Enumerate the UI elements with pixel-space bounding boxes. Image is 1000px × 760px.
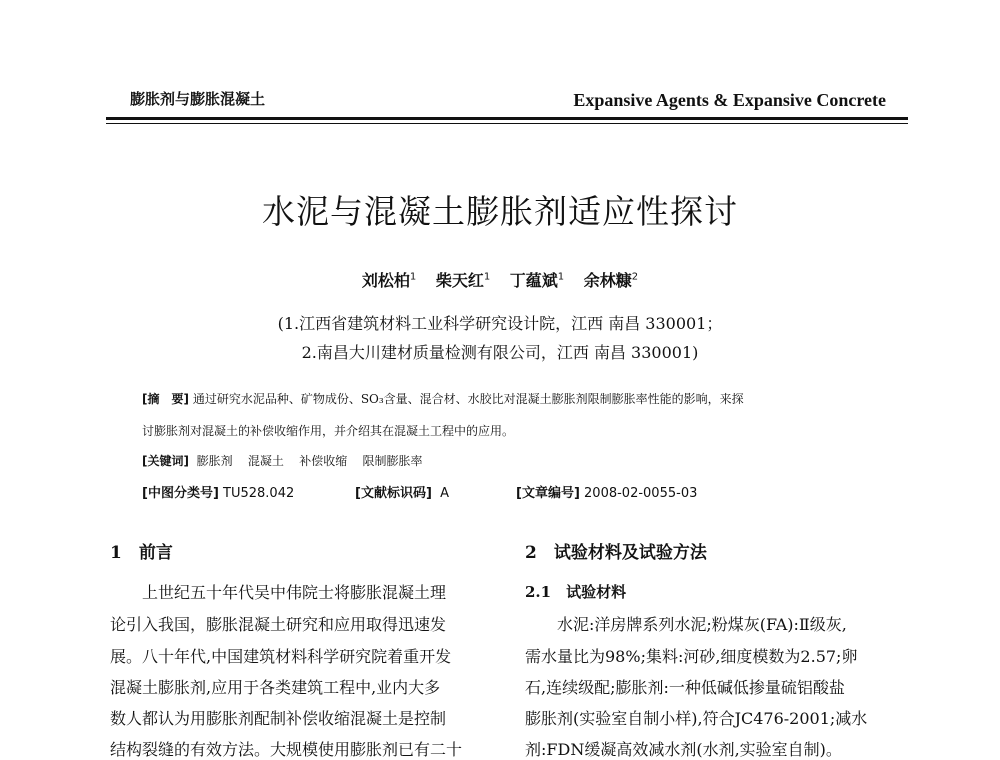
doc-value: A [440, 486, 450, 501]
author-name: 余林糠 [583, 271, 632, 290]
article-number [516, 482, 697, 501]
body-line: 论引入我国，膨胀混凝土研究和应用取得迅速发 [110, 615, 447, 634]
body-line: 结构裂缝的有效方法。大规模使用膨胀剂已有二十 [110, 740, 463, 759]
keyword: 限制膨胀率 [362, 454, 423, 468]
section-1-heading: 1 前言 [110, 543, 173, 563]
keywords-label: [关键词] [142, 454, 189, 468]
article-label: [文章编号] [516, 486, 580, 501]
body-line: 数人都认为用膨胀剂配制补偿收缩混凝土是控制 [110, 709, 447, 728]
paper-title: 水泥与混凝土膨胀剂适应性探讨 [262, 192, 738, 231]
keyword: 补偿收缩 [299, 454, 348, 468]
keywords-line [142, 452, 422, 469]
abstract-text: 通过研究水泥品种、矿物成份、SO₃含量、混合材、水胶比对混凝土膨胀剂限制膨胀率性能的影响，来探 [192, 392, 744, 406]
author-name: 刘松柏 [361, 271, 410, 290]
clc-value: TU528.042 [223, 486, 295, 501]
keyword: 膨胀剂 [196, 454, 233, 468]
body-line: 石,连续级配;膨胀剂:一种低碱低掺量硫铝酸盐 [525, 678, 845, 697]
abstract-text-continued: 讨膨胀剂对混凝土的补偿收缩作用，并介绍其在混凝土工程中的应用。 [142, 424, 515, 438]
keyword: 混凝土 [247, 454, 284, 468]
abstract-line [142, 390, 744, 407]
document-code [355, 482, 449, 501]
affiliation-line: 2.南昌大川建材质量检测有限公司，江西 南昌 330001) [301, 343, 699, 362]
author-list [0, 268, 1000, 291]
running-header-right: Expansive Agents & Expansive Concrete [573, 90, 886, 110]
section-2-heading: 2 试验材料及试验方法 [525, 543, 707, 563]
subsection-2-1-heading: 2.1 试验材料 [525, 583, 627, 601]
article-value: 2008-02-0055-03 [584, 486, 698, 501]
header-rule-thick [106, 117, 908, 120]
author-affil-mark: 1 [557, 271, 565, 283]
body-line: 剂:FDN缓凝高效减水剂(水剂,实验室自制)。 [525, 740, 842, 759]
header-rule-thin [106, 123, 908, 124]
body-line: 上世纪五十年代吴中伟院士将膨胀混凝土理 [110, 583, 447, 602]
doc-label: [文献标识码] [355, 486, 432, 501]
clc-number [142, 482, 294, 501]
author-affil-mark: 1 [483, 271, 491, 283]
author-name: 丁蕴斌 [509, 271, 558, 290]
author-affil-mark: 1 [409, 271, 417, 283]
body-line: 水泥:洋房牌系列水泥;粉煤灰(FA):Ⅱ级灰, [525, 615, 847, 634]
author-name: 柴天红 [435, 271, 484, 290]
body-line: 需水量比为98%;集料:河砂,细度模数为2.57;卵 [525, 647, 858, 666]
body-line: 展。八十年代,中国建筑材料科学研究院着重开发 [110, 647, 452, 666]
body-line: 混凝土膨胀剂,应用于各类建筑工程中,业内大多 [110, 678, 441, 697]
author-affil-mark: 2 [631, 271, 639, 283]
clc-label: [中图分类号] [142, 486, 219, 501]
body-line: 膨胀剂(实验室自制小样),符合JC476-2001;减水 [525, 709, 868, 728]
affiliation-line: (1.江西省建筑材料工业科学研究设计院，江西 南昌 330001； [277, 314, 723, 333]
running-header-left: 膨胀剂与膨胀混凝土 [130, 90, 266, 108]
abstract-label: [摘 要] [142, 392, 189, 406]
